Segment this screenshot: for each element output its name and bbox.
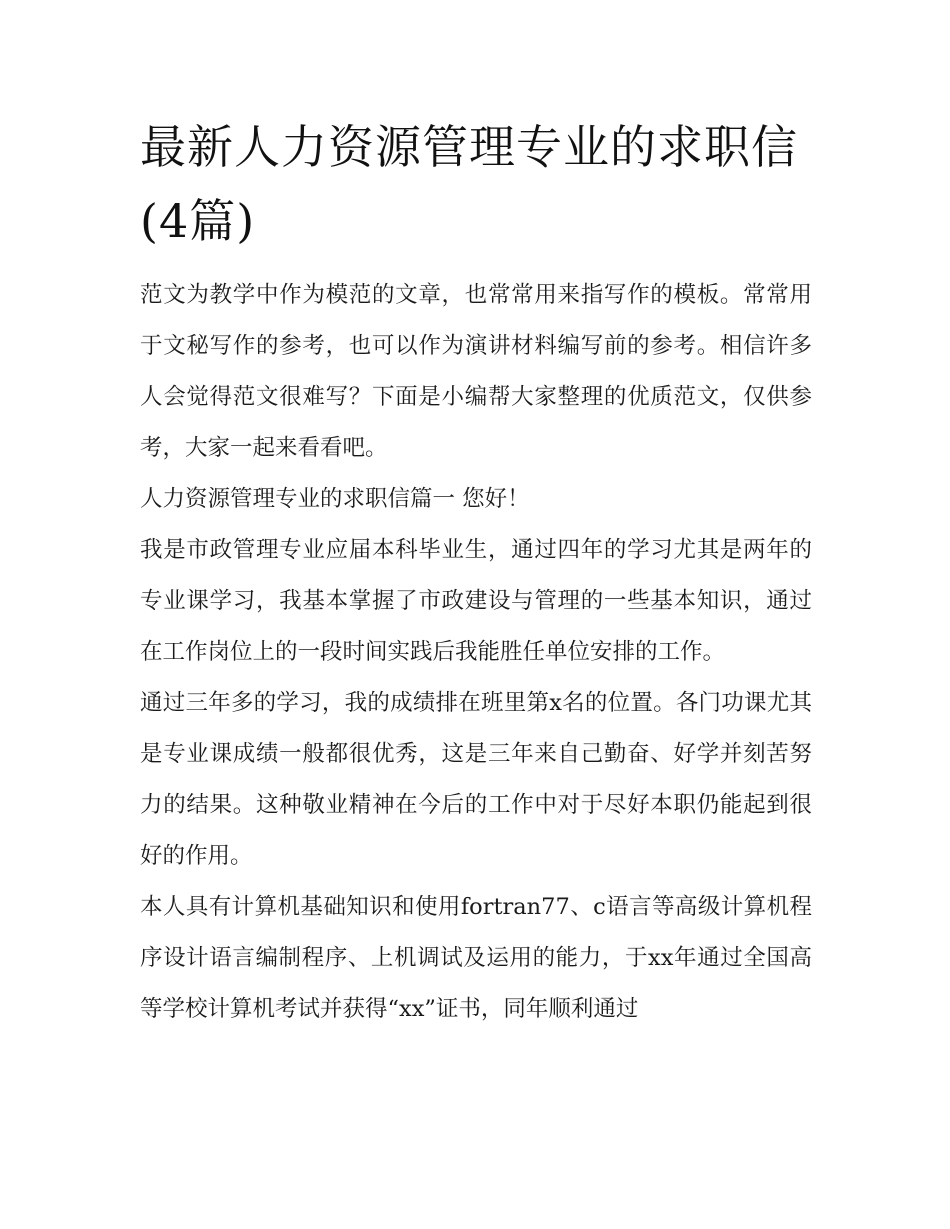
document-content <box>140 110 812 1035</box>
intro-paragraph: 范文为教学中作为模范的文章，也常常用来指写作的模板。常常用于文秘写作的参考，也可以作为演讲材料编写前的参考。相信许多人会觉得范文很难写？下面是小编帮大家整理的优质范文，仅供参考，大家一起来看看吧。 <box>140 282 812 461</box>
body-paragraph: 我是市政管理专业应届本科毕业生，通过四年的学习尤其是两年的专业课学习，我基本掌握了市政建设与管理的一些基本知识，通过在工作岗位上的一段时间实践后我能胜任单位安排的工作。 <box>140 537 812 665</box>
body-paragraph: 通过三年多的学习，我的成绩排在班里第x名的位置。各门功课尤其是专业课成绩一般都很优秀，这是三年来自己勤奋、好学并刻苦努力的结果。这种敬业精神在今后的工作中对于尽好本职仍能起到很好的作用。 <box>140 690 812 869</box>
body-paragraph: 本人具有计算机基础知识和使用fortran77、c语言等高级计算机程序设计语言编制程序、上机调试及运用的能力，于xx年通过全国高等学校计算机考试并获得“xx”证书，同年顺利通过 <box>140 894 812 1022</box>
document-body <box>140 270 812 1035</box>
document-title: 最新人力资源管理专业的求职信(4篇) <box>140 120 798 248</box>
letter-heading-paragraph: 人力资源管理专业的求职信篇一 您好！ <box>140 486 530 512</box>
